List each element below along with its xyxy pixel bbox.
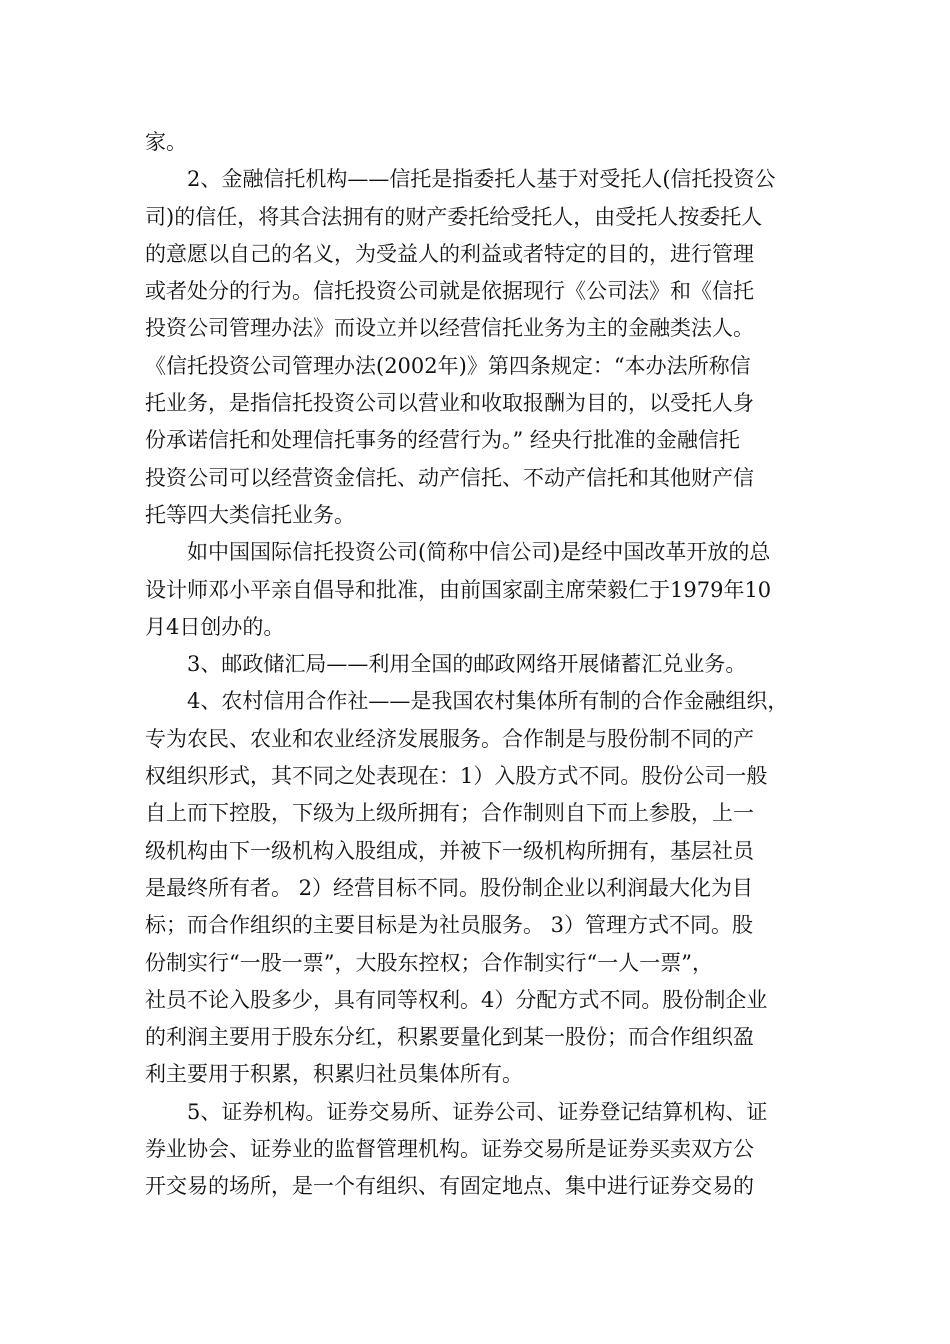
text-line: 投资公司管理办法》而设立并以经营信托业务为主的金融类法人。: [145, 316, 754, 341]
text-line: 是最终所有者。 2）经营目标不同。股份制企业以利润最大化为目: [145, 875, 754, 900]
paragraph-start-line: 2、金融信托机构——信托是指委托人基于对受托人(信托投资公: [187, 167, 776, 192]
text-line: 标；而合作组织的主要目标是为社员服务。 3）管理方式不同。股: [145, 913, 754, 938]
text-line: 月4日创办的。: [145, 614, 285, 639]
paragraph-start-line: 3、邮政储汇局——利用全国的邮政网络开展储蓄汇兑业务。: [187, 652, 747, 677]
text-line: 份承诺信托和处理信托事务的经营行为。” 经央行批准的金融信托: [145, 428, 740, 453]
text-line: 专为农民、农业和农业经济发展服务。合作制是与股份制不同的产: [145, 726, 754, 751]
text-line: 券业协会、证券业的监督管理机构。证券交易所是证券买卖双方公: [145, 1137, 754, 1162]
text-line: 托等四大类信托业务。: [145, 502, 355, 527]
text-line: 开交易的场所，是一个有组织、有固定地点、集中进行证券交易的: [145, 1174, 754, 1199]
text-line: 设计师邓小平亲自倡导和批准，由前国家副主席荣毅仁于1979年10: [145, 577, 772, 602]
text-line: 社员不论入股多少，具有同等权利。4）分配方式不同。股份制企业: [145, 987, 768, 1012]
text-line: 权组织形式，其不同之处表现在：1）入股方式不同。股份公司一般: [145, 764, 768, 789]
paragraph-start-line: 如中国国际信托投资公司(简称中信公司)是经中国改革开放的总: [187, 540, 771, 565]
text-line: 司)的信任，将其合法拥有的财产委托给受托人，由受托人按委托人: [145, 204, 763, 229]
paragraph-start-line: 4、农村信用合作社——是我国农村集体所有制的合作金融组织，: [187, 689, 789, 714]
text-line: 投资公司可以经营资金信托、动产信托、不动产信托和其他财产信: [145, 465, 754, 490]
text-line: 的意愿以自己的名义，为受益人的利益或者特定的目的，进行管理: [145, 241, 754, 266]
text-line: 级机构由下一级机构入股组成，并被下一级机构所拥有，基层社员: [145, 838, 754, 863]
text-line: 托业务，是指信托投资公司以营业和收取报酬为目的，以受托人身: [145, 391, 754, 416]
paragraph-start-line: 5、证券机构。证券交易所、证券公司、证券登记结算机构、证: [187, 1099, 768, 1124]
text-line: 自上而下控股，下级为上级所拥有；合作制则自下而上参股，上一: [145, 801, 754, 826]
text-line: 《信托投资公司管理办法(2002年)》第四条规定：“本办法所称信: [145, 353, 751, 378]
text-line: 或者处分的行为。信托投资公司就是依据现行《公司法》和《信托: [145, 279, 754, 304]
text-line: 的利润主要用于股东分红，积累要量化到某一股份；而合作组织盈: [145, 1025, 754, 1050]
text-line: 家。: [145, 130, 187, 154]
document-body: [145, 124, 809, 1206]
text-line: 利主要用于积累，积累归社员集体所有。: [145, 1062, 523, 1087]
text-line: 份制实行“一股一票”，大股东控权；合作制实行“一人一票”，: [145, 950, 713, 975]
